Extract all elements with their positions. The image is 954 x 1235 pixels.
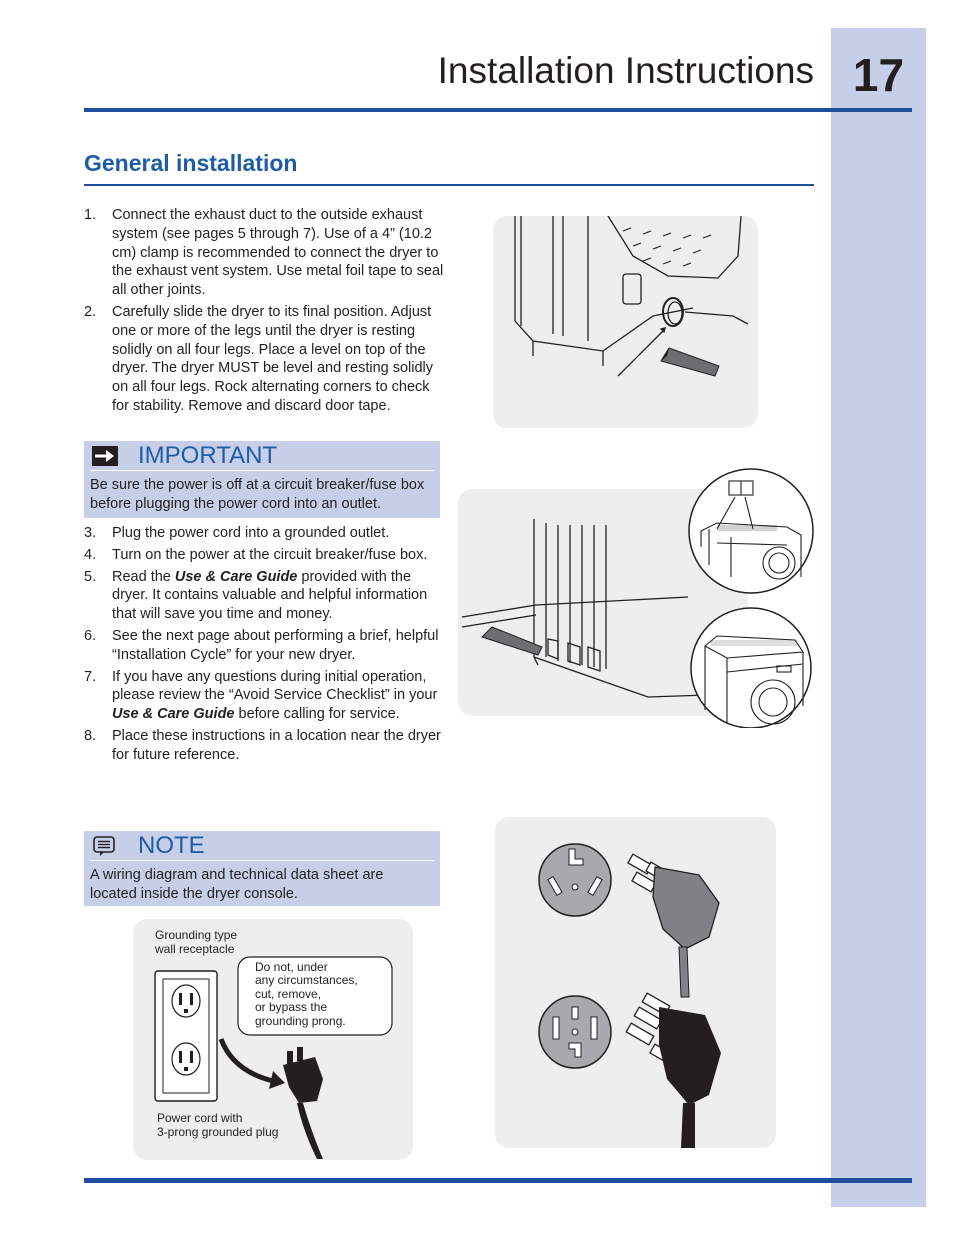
step-number: 3. [84,525,97,541]
section-title: General installation [84,150,298,176]
important-label: IMPORTANT [138,442,278,469]
warning-line-5: grounding prong. [255,1014,346,1028]
step-number: 5. [84,568,97,585]
warning-line-2: any circumstances, [255,973,358,987]
page-title: Installation Instructions [437,50,814,91]
note-icon [92,836,118,856]
warning-line-1: Do not, under [255,960,328,974]
warning-line-3: cut, remove, [255,987,322,1001]
grounded-outlet-figure [133,919,413,1160]
page-number: 17 [852,49,905,101]
guide-title: Use & Care Guide [174,568,298,585]
note-underline [90,860,434,862]
step-item [84,524,444,543]
step-text: Turn on the power at the circuit breaker/fuse box. [112,546,428,563]
step-text: Plug the power cord into a grounded outlet. [112,525,390,541]
header-rule [84,108,912,112]
exhaust-clamp-illustration [493,216,758,428]
step-text: See the next page about performing a brief, helpful “Installation Cycle” for your new dryer. [112,627,439,663]
grounded-outlet-illustration [133,919,413,1160]
step-number: 1. [84,207,97,223]
step-item [84,627,444,665]
important-text: Be sure the power is off at a circuit breaker/fuse box before plugging the power cord into an outlet. [90,477,425,512]
receptacle-label-2: wall receptacle [155,942,235,956]
step-text: If you have any questions during initial operation, please review the “Avoid Service Checklist” in your [112,668,438,704]
step-number: 6. [84,627,97,644]
step-text: Connect the exhaust duct to the outside exhaust system (see pages 5 through 7). Use of a 4” (10.2 cm) clamp is recommended to connect the dryer to the exhaust vent system. Use metal foil tape to seal all other joints. [112,207,444,299]
step-text: Carefully slide the dryer to its final position. Adjust one or more of the legs until the dryer is resting solidly on all four legs. Place a level on top of the dryer. The dryer MUST be level and resting solidly on all four legs. Rock alternating corners to check for stability. Remove and discard door tape. [112,303,434,414]
step-item [84,727,444,765]
receptacle-types-illustration [495,817,776,1148]
step-number: 2. [84,303,97,320]
step-number: 4. [84,546,97,563]
warning-line-4: or bypass the [255,1000,328,1014]
guide-title: Use & Care Guide [112,706,235,723]
step-text: Read the [112,568,175,585]
note-text: A wiring diagram and technical data sheet are located inside the dryer console. [90,867,384,902]
plug-label-1: Power cord with [157,1111,243,1125]
level-detail-inset [687,467,815,595]
step-item [84,206,444,300]
step-text: before calling for service. [234,706,400,723]
note-callout [84,831,440,906]
step-number: 8. [84,727,97,744]
step-item [84,303,444,416]
step-item [84,546,444,565]
note-label: NOTE [138,832,205,859]
step-item [84,568,444,624]
section-rule [84,184,814,186]
steps-list-a [84,206,444,419]
important-underline [90,470,434,472]
page-sidebar [831,28,926,1207]
important-callout [84,441,440,518]
receptacle-types-figure [495,817,776,1148]
arrow-right-icon [92,446,118,466]
step-item [84,668,444,724]
exhaust-clamp-figure [493,216,758,428]
steps-list-b [84,524,444,768]
plug-label-2: 3-prong grounded plug [157,1125,279,1139]
step-number: 7. [84,668,97,685]
receptacle-label-1: Grounding type [155,928,238,942]
footer-rule [84,1178,912,1183]
step-text: Place these instructions in a location near the dryer for future reference. [112,727,441,763]
dryer-top-inset [687,606,815,728]
step-text: provided with the dryer. It contains valuable and helpful information that will save you time and money. [112,568,428,623]
